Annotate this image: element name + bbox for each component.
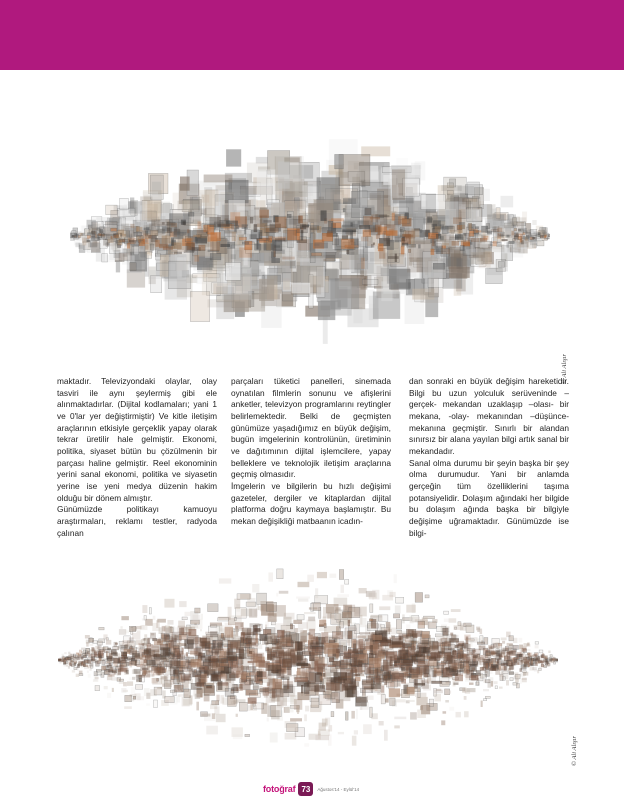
page-footer: [263, 782, 359, 796]
text-column-3: [409, 376, 569, 539]
paragraph: parçaları tüketici panelleri, sinemada oynatılan filmlerin sonunu ve afişlerini anketler, televizyon programlarını reytingler belirlemektedir. Belki de geçmişten günümüze yaşadığımız en büyük değişim, bugün imgelerinin kontrolünün, üretiminin ve dağıtımının dijital işlemcilere, yapay belleklere ve teknolojik iletişim araçlarına geçmiş olmasıdır.: [231, 376, 391, 480]
text-column-1: [57, 376, 217, 539]
text-column-2: [231, 376, 391, 528]
paragraph: maktadır. Televizyondaki olaylar, olay tasviri ile aynı şeylermiş gibi ele alınmaktadırlar. (Dijital kodlamaları; yani 1 ve 0'lar yer değiştirmiştir) Ve kitle iletişim araçlarının etkisiyle gerçeklik yapay olarak tekrar üretilir hale gelmiştir. Ekonomi, politika, siyaset bütün bu çözülmenin bir parçası haline gelmiştir. Reel ekonominin yerini sanal ekonomi, politika ve siyasetin yerine ise yeni medya düzenin hakim olduğu bir dönem almıştır.: [57, 376, 217, 503]
paragraph: Sanal olma durumu bir şeyin başka bir şey olma durumudur. Yani bir anlamda gerçeğin tüm özelliklerini taşıma potansiyelidir. Dolaşım ağındaki her bilgide bu dolaşım ağında başka bir bilgiyle değişime uğramaktadır. Günümüzde ise bilgi-: [409, 457, 569, 538]
issue-date: Ağustos'14 - Eylül'14: [317, 786, 360, 792]
paragraph: İmgelerin ve bilgilerin bu hızlı değişimi gazeteler, dergiler ve kitaplardan dijital platforma doğru kaymaya başlamıştır. Bu mekan değişikliği matbaanın icadın-: [231, 480, 391, 526]
photo-credit-top: © Ali Alışır: [561, 354, 568, 384]
collage-artwork-top: [70, 118, 550, 350]
paragraph: Günümüzde politikayı kamuoyu araştırmaları, reklamı testler, radyoda çalınan: [57, 504, 217, 538]
paragraph: dan sonraki en büyük değişim hareketidir. Bilgi bu uzun yolculuk serüveninde –gerçek- mekandan uzaklaşıp –olası- bir mekana, -olay- mekanından –düşünce- mekanına geçmiştir. Sınırlı bir alandan sınırsız bir alana yayılan bilgi artık sanal bir mekandadır.: [409, 376, 569, 456]
article-body: [57, 376, 571, 540]
collage-artwork-bottom: [58, 560, 558, 760]
page-number-badge: 73: [298, 782, 313, 796]
photo-credit-bottom: © Ali Alışır: [571, 736, 578, 766]
magazine-logo: fotoğraf: [263, 784, 296, 794]
header-color-band: [0, 0, 624, 70]
